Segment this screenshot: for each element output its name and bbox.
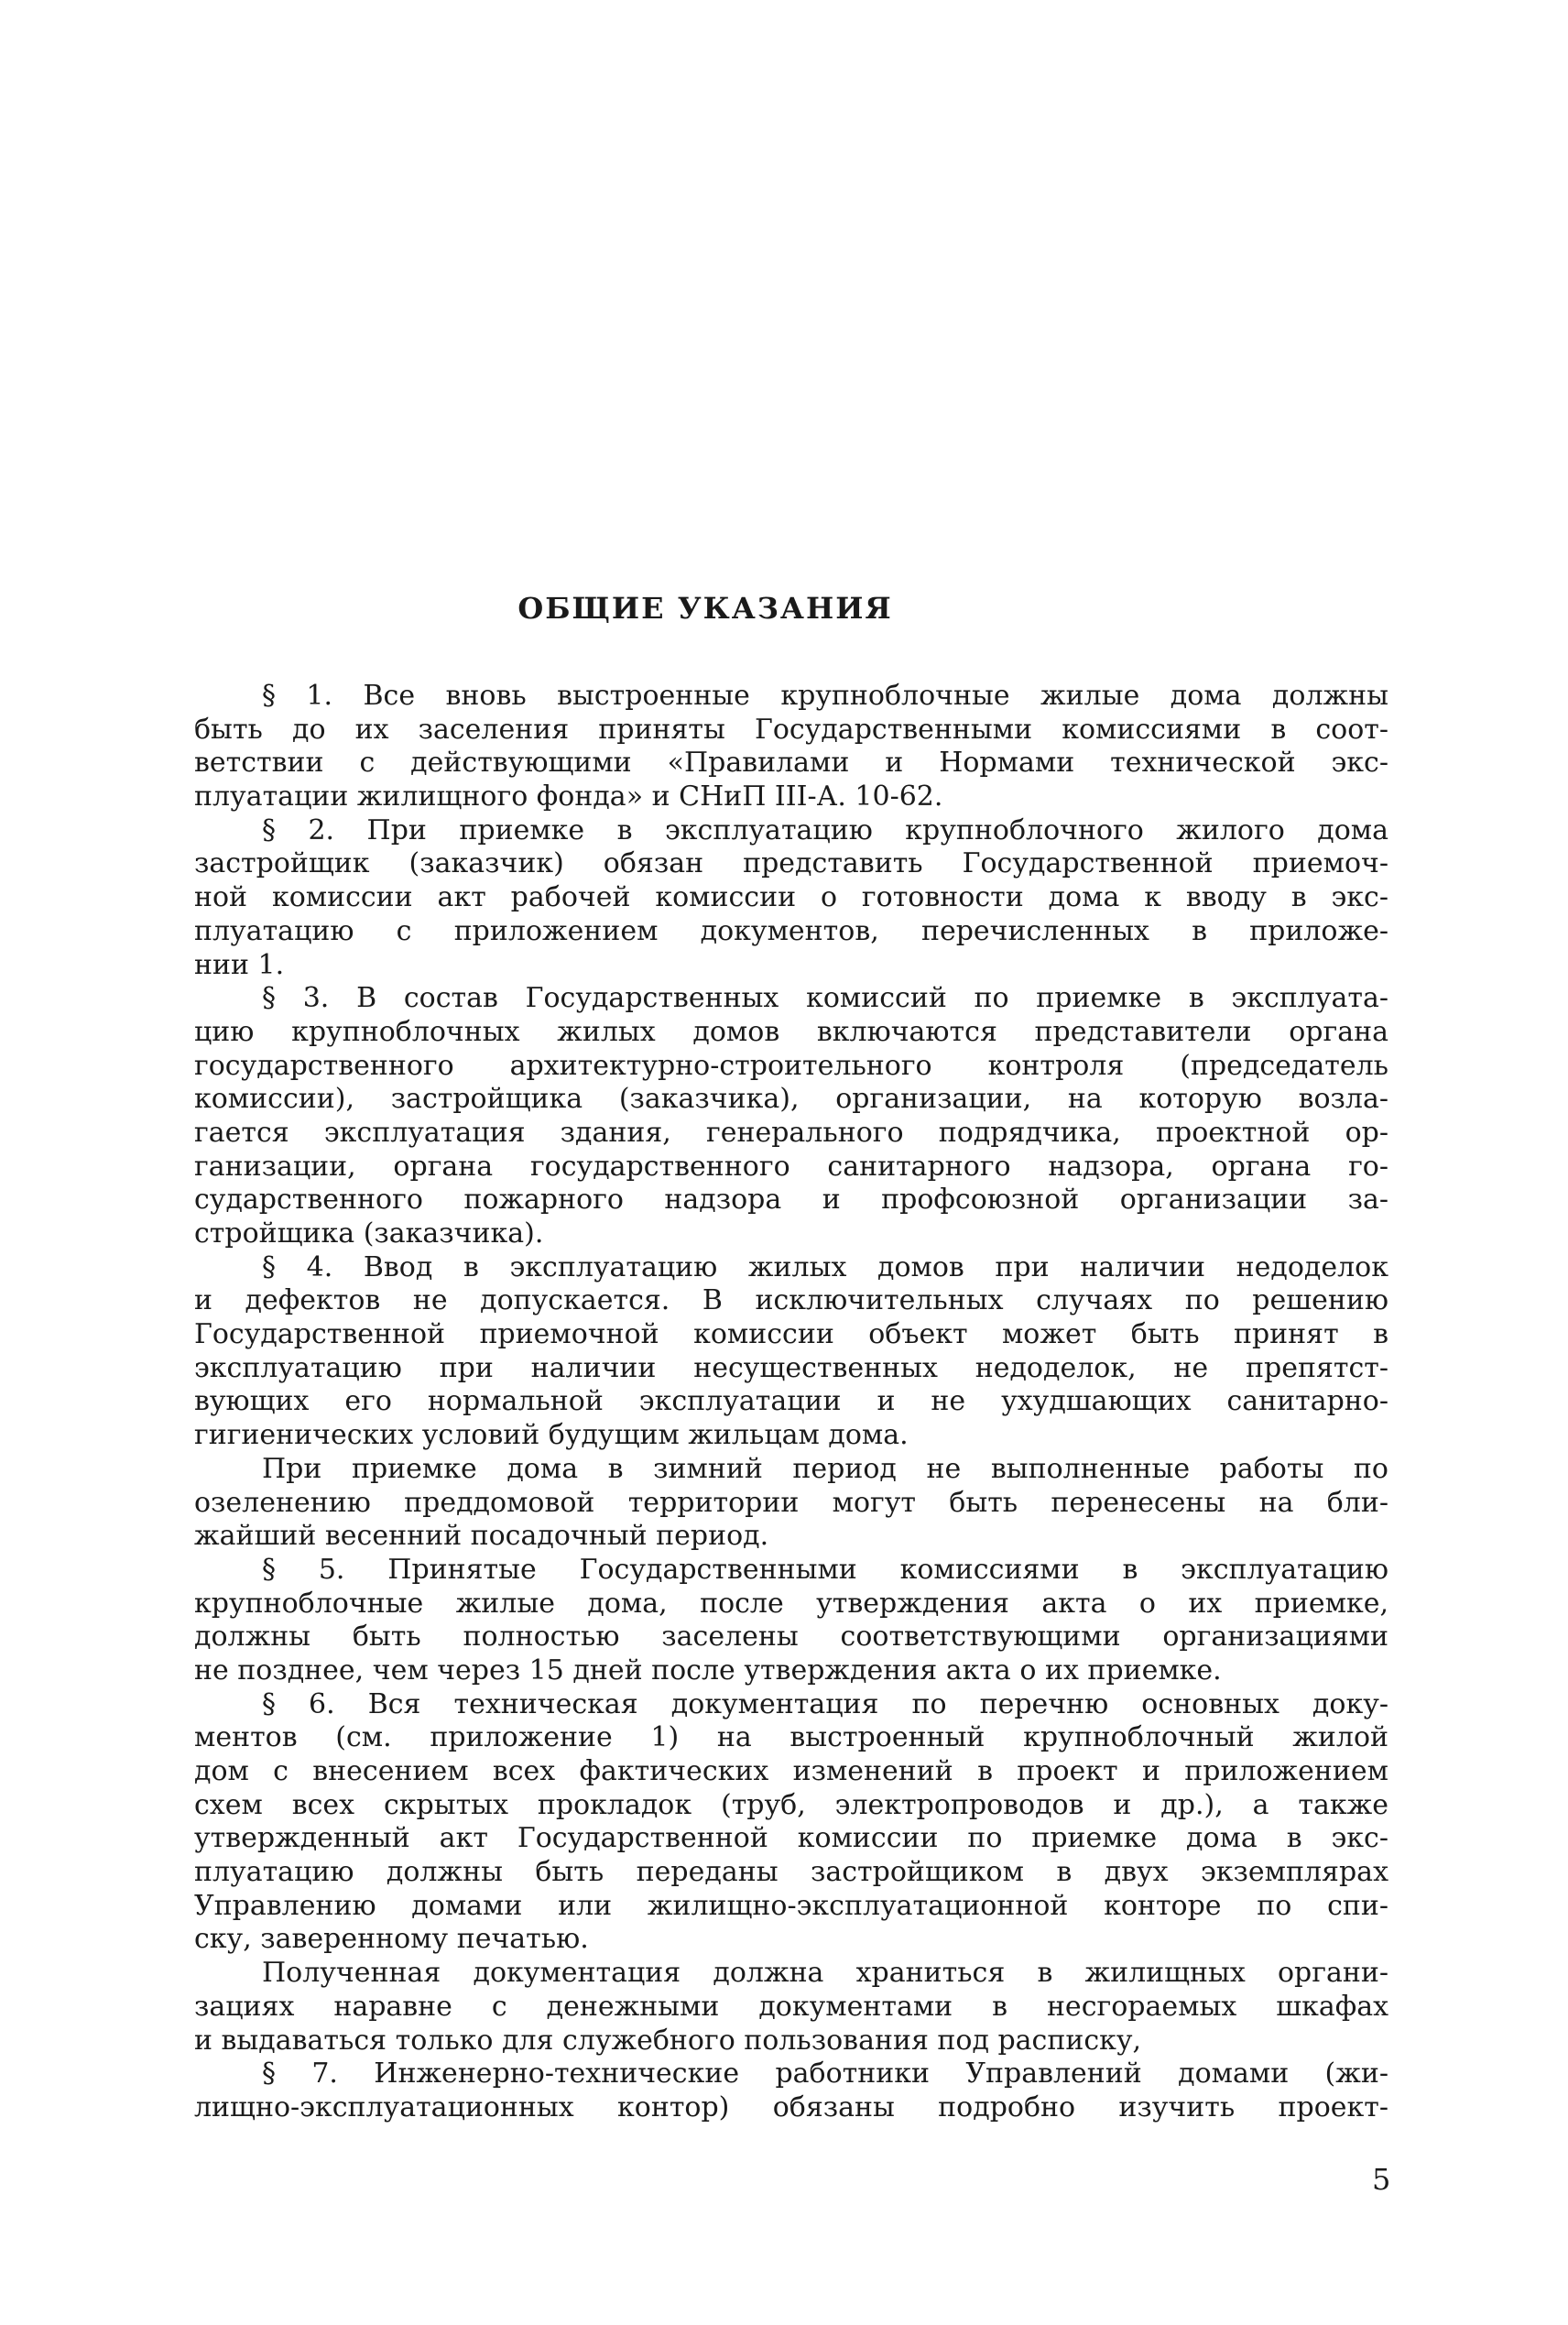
text-line: гигиенических условий будущим жильцам дома. [194,1419,909,1452]
text-line: и дефектов не допускается. В исключительных случаях по решению [194,1284,1388,1317]
text-line: утвержденный акт Государственной комиссии по приемке дома в экс- [194,1822,1388,1855]
section-title: ОБЩИЕ УКАЗАНИЯ [517,591,893,626]
text-line: комиссии), застройщика (заказчика), организации, на которую возла- [194,1083,1388,1116]
text-line: плуатации жилищного фонда» и СНиП III-А. 10-62. [194,780,943,813]
text-line: озеленению преддомовой территории могут быть перенесены на бли- [194,1486,1388,1519]
document-body [194,680,1388,2125]
paragraph [194,1554,1388,1688]
text-line: плуатацию с приложением документов, перечисленных в приложе- [194,914,1388,947]
text-line: § 5. Принятые Государственными комиссиями в эксплуатацию [262,1553,1388,1586]
text-line: должны быть полностью заселены соответствующими организациями [194,1621,1388,1654]
paragraph [194,2058,1388,2124]
text-line: вующих его нормальной эксплуатации и не ухудшающих санитарно- [194,1385,1388,1418]
text-line: § 2. При приемке в эксплуатацию крупноблочного жилого дома [262,813,1388,846]
paragraph [194,1453,1388,1554]
text-line: нии 1. [194,948,285,981]
text-line: крупноблочные жилые дома, после утверждения акта о их приемке, [194,1587,1388,1620]
text-line: ганизации, органа государственного санитарного надзора, органа го- [194,1150,1388,1183]
text-line: и выдаваться только для служебного пользования под расписку, [194,2024,1142,2057]
text-line: государственного архитектурно-строительного контроля (председатель [194,1049,1388,1082]
text-line: не позднее, чем через 15 дней после утверждения акта о их приемке. [194,1654,1222,1686]
text-line: зациях наравне с денежными документами в несгораемых шкафах [194,1990,1388,2023]
text-line: схем всех скрытых прокладок (труб, электропроводов и др.), а также [194,1788,1388,1821]
text-line: § 6. Вся техническая документация по перечню основных доку- [262,1687,1388,1720]
paragraph [194,680,1388,814]
page-number: 5 [1372,2162,1391,2197]
text-line: быть до их заселения приняты Государственными комиссиями в соот- [194,713,1388,746]
paragraph [194,982,1388,1251]
text-line: Управлению домами или жилищно-эксплуатационной конторе по спи- [194,1889,1388,1922]
text-line: ветствии с действующими «Правилами и Нормами технической экс- [194,747,1388,780]
text-line: При приемке дома в зимний период не выполненные работы по [262,1452,1388,1485]
text-line: ментов (см. приложение 1) на выстроенный крупноблочный жилой [194,1721,1388,1754]
text-line: застройщик (заказчик) обязан представить Государственной приемоч- [194,847,1388,880]
text-line: эксплуатацию при наличии несущественных недоделок, не препятст- [194,1351,1388,1384]
text-line: § 3. В состав Государственных комиссий по приемке в эксплуата- [262,982,1388,1015]
text-line: стройщика (заказчика). [194,1217,544,1250]
text-line: ной комиссии акт рабочей комиссии о готовности дома к вводу в экс- [194,881,1388,914]
paragraph [194,1251,1388,1453]
text-line: гается эксплуатация здания, генерального подрядчика, проектной ор- [194,1116,1388,1149]
text-line: § 7. Инженерно-технические работники Управлений домами (жи- [262,2058,1388,2090]
text-line: цию крупноблочных жилых домов включаются представители органа [194,1015,1388,1048]
text-line: § 1. Все вновь выстроенные крупноблочные жилые дома должны [262,680,1388,712]
text-line: плуатацию должны быть переданы застройщиком в двух экземплярах [194,1856,1388,1889]
text-line: Полученная документация должна храниться в жилищных органи- [262,1957,1388,1990]
paragraph [194,1957,1388,2058]
paragraph [194,814,1388,982]
text-line: жайший весенний посадочный период. [194,1520,769,1553]
text-line: § 4. Ввод в эксплуатацию жилых домов при наличии недоделок [262,1250,1388,1283]
text-line: Государственной приемочной комиссии объект может быть принят в [194,1318,1388,1351]
paragraph [194,1688,1388,1958]
text-line: ску, заверенному печатью. [194,1923,589,1956]
text-line: сударственного пожарного надзора и профсоюзной организации за- [194,1184,1388,1217]
text-line: лищно-эксплуатационных контор) обязаны подробно изучить проект- [194,2090,1388,2123]
text-line: дом с внесением всех фактических изменений в проект и приложением [194,1755,1388,1787]
